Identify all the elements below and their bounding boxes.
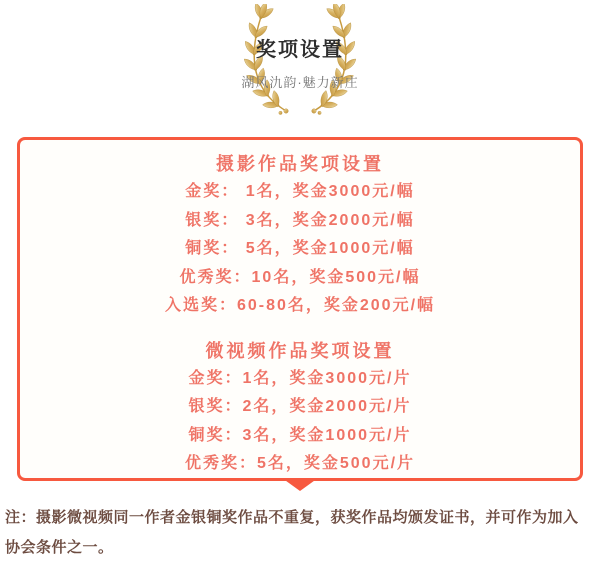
emblem-text — [207, 33, 393, 91]
award-box — [17, 137, 583, 481]
award-emblem — [207, 6, 393, 124]
award-line-bronze: 铜奖：3名，奖金1000元/片 — [188, 426, 412, 444]
page — [0, 6, 600, 563]
pointer-triangle-icon — [282, 478, 318, 491]
photo-section-title: 摄影作品奖项设置 — [216, 154, 384, 174]
video-section-title: 微视频作品奖项设置 — [205, 340, 395, 361]
photo-awards-section — [20, 140, 580, 321]
emblem-subtitle: 湖风氿韵·魅力新庄 — [241, 75, 359, 90]
award-line-excellence: 优秀奖：5名，奖金500元/片 — [184, 455, 416, 472]
note-text: 注：摄影微视频同一作者金银铜奖作品不重复，获奖作品均颁发证书，并可作为加入协会条件之一。 — [5, 509, 579, 556]
video-awards-section — [20, 321, 580, 479]
emblem-title: 奖项设置 — [256, 39, 344, 61]
award-line-gold: 金奖： 1名，奖金3000元/幅 — [185, 183, 415, 200]
award-line-bronze: 铜奖： 5名，奖金1000元/幅 — [185, 240, 415, 257]
award-line-silver: 银奖： 3名，奖金2000元/幅 — [185, 211, 415, 229]
award-line-gold: 金奖：1名，奖金3000元/片 — [188, 369, 412, 387]
award-line-selected: 入选奖：60-80名，奖金200元/幅 — [164, 297, 436, 314]
award-line-excellence: 优秀奖：10名，奖金500元/幅 — [179, 268, 421, 286]
award-line-silver: 银奖：2名，奖金2000元/片 — [188, 398, 412, 415]
